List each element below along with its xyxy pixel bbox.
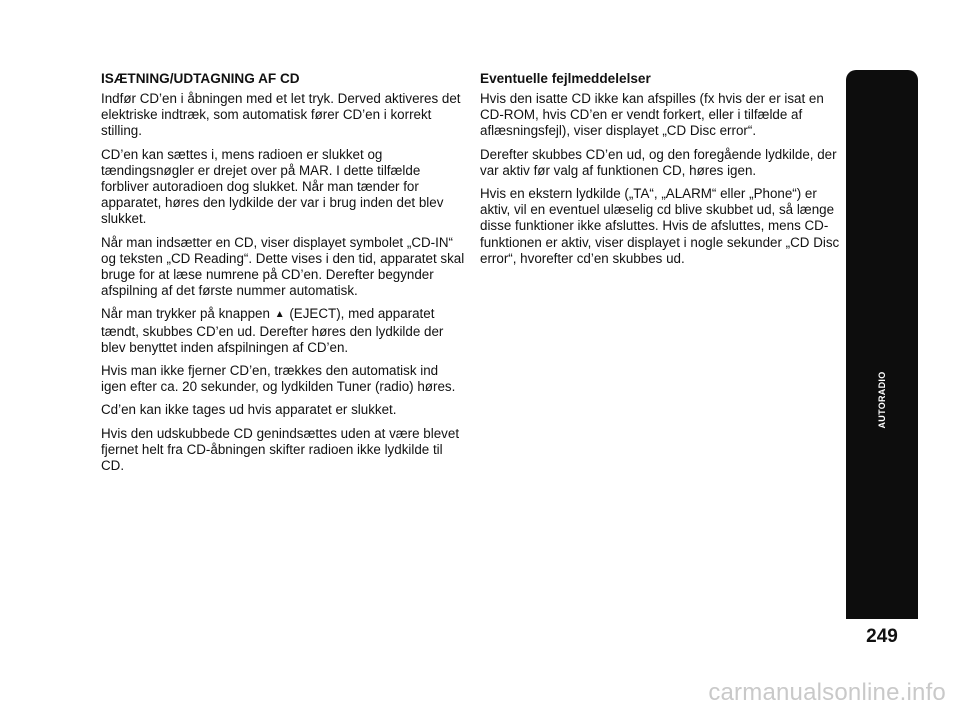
section-heading-cd-insert: ISÆTNING/UDTAGNING AF CD <box>101 71 300 86</box>
side-tab-label: AUTORADIO <box>877 371 887 429</box>
paragraph-eject <box>101 306 466 356</box>
paragraph: Derefter skubbes CD’en ud, og den foregående lydkilde, der var aktiv før valg af funktionen CD, høres igen. <box>480 146 837 178</box>
left-column <box>101 70 466 481</box>
section-heading-errors: Eventuelle fejlmeddelelser <box>480 71 651 86</box>
paragraph: Hvis man ikke fjerner CD’en, trækkes den automatisk ind igen efter ca. 20 sekunder, og lydkilden Tuner (radio) høres. <box>101 363 456 395</box>
paragraph: CD’en kan sættes i, mens radioen er slukket og tændingsnøgler er drejet over på MAR. I dette tilfælde forbliver autoradioen dog slukket. Når man tænder for apparatet, høres den lydkilde der var i brug inden det blev slukket. <box>101 146 444 227</box>
paragraph: Hvis en ekstern lydkilde („TA“, „ALARM“ eller „Phone“) er aktiv, vil en eventuel ulæselig cd blive skubbet ud, så længe disse funktioner ikke afsluttes. Hvis de afsluttes, mens CD-funktionen er aktiv, viser displayet i nogle sekunder „CD Disc error“, hvorefter cd’en skubbes ud. <box>480 186 840 266</box>
right-column <box>480 70 844 274</box>
eject-icon: ▲ <box>274 309 285 321</box>
page-number: 249 <box>866 626 898 647</box>
paragraph: Hvis den udskubbede CD genindsættes uden at være blevet fjernet helt fra CD-åbningen skifter radioen ikke lydkilde til CD. <box>101 425 460 474</box>
paragraph-text: (EJECT), med apparatet tændt, skubbes CD’en ud. Derefter høres den lydkilde der blev benyttet inden afspilningen af CD’en. <box>101 306 444 355</box>
paragraph-text: Når man trykker på knappen <box>101 306 270 322</box>
section-side-tab <box>846 70 918 619</box>
paragraph: Hvis den isatte CD ikke kan afspilles (fx hvis der er isat en CD-ROM, hvis CD’en er vendt forkert, eller i tilfælde af aflæsningsfejl), viser displayet „CD Disc error“. <box>480 91 824 139</box>
watermark: carmanualsonline.info <box>708 679 946 706</box>
paragraph: Cd’en kan ikke tages ud hvis apparatet er slukket. <box>101 402 397 418</box>
paragraph: Indfør CD’en i åbningen med et let tryk. Derved aktiveres det elektriske indtræk, som automatisk fører CD’en i korrekt stilling. <box>101 91 461 139</box>
paragraph: Når man indsætter en CD, viser displayet symbolet „CD-IN“ og teksten „CD Reading“. Dette vises i den tid, apparatet skal bruge for at læse numrene på CD’en. Derefter begynder afspilning af det første nummer automatisk. <box>101 234 465 299</box>
